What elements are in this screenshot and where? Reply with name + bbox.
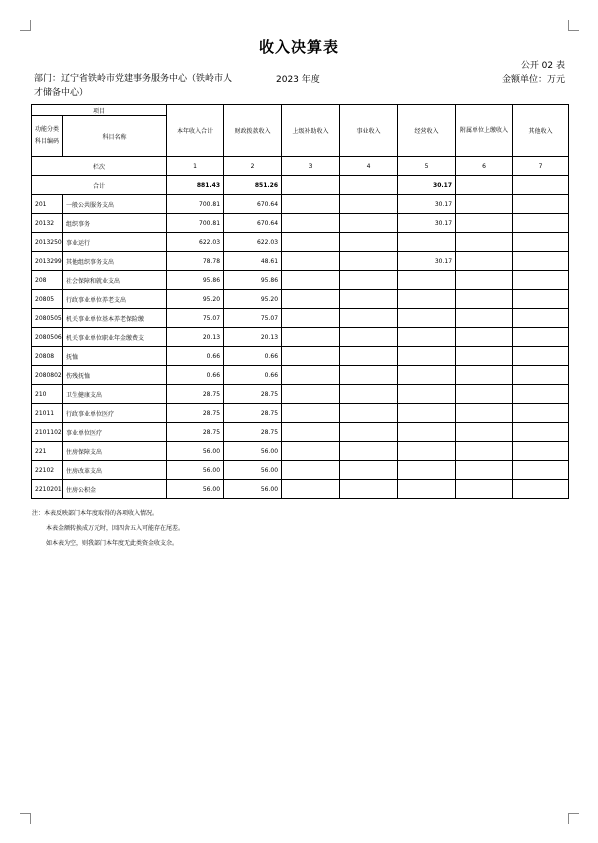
table-row [32, 271, 569, 290]
row-value: 75.07 [167, 309, 224, 328]
row-value [398, 480, 456, 499]
row-code: 20808 [32, 347, 63, 366]
header-col-2: 财政拨款收入 [224, 105, 282, 157]
row-value [282, 404, 340, 423]
row-value [340, 290, 398, 309]
row-value [340, 309, 398, 328]
row-value: 0.66 [224, 366, 282, 385]
row-value [456, 271, 513, 290]
total-value [282, 176, 340, 195]
row-subject-name: 住房改革支出 [63, 461, 167, 480]
row-code: 2013299 [32, 252, 63, 271]
row-value [456, 214, 513, 233]
row-value: 28.75 [167, 385, 224, 404]
row-value [398, 309, 456, 328]
row-value [513, 442, 569, 461]
header-project: 项目 [32, 105, 167, 116]
row-value: 28.75 [224, 423, 282, 442]
row-value [513, 328, 569, 347]
row-subject-name: 住房公积金 [63, 480, 167, 499]
row-value: 30.17 [398, 214, 456, 233]
row-code: 201 [32, 195, 63, 214]
column-number: 6 [456, 157, 513, 176]
row-value [282, 252, 340, 271]
page-title: 收入决算表 [258, 38, 339, 56]
income-table [31, 104, 569, 499]
row-value [340, 385, 398, 404]
column-number: 3 [282, 157, 340, 176]
row-code: 2101102 [32, 423, 63, 442]
row-subject-name: 抚恤 [63, 347, 167, 366]
total-row [32, 176, 569, 195]
row-value: 700.81 [167, 195, 224, 214]
row-value [398, 385, 456, 404]
row-value [398, 233, 456, 252]
table-row [32, 214, 569, 233]
footnote: 本表金额转换成万元时，因四舍五入可能存在尾差。 [46, 525, 185, 532]
table-row [32, 480, 569, 499]
table-row [32, 233, 569, 252]
row-subject-name: 住房保障支出 [63, 442, 167, 461]
row-value [513, 480, 569, 499]
row-value [456, 461, 513, 480]
row-subject-name: 一般公共服务支出 [63, 195, 167, 214]
corner-mark-top-right [568, 20, 579, 31]
row-value [282, 290, 340, 309]
column-number: 1 [167, 157, 224, 176]
row-value: 700.81 [167, 214, 224, 233]
row-value [282, 271, 340, 290]
total-value [340, 176, 398, 195]
row-value [398, 423, 456, 442]
row-value [282, 328, 340, 347]
row-value: 28.75 [167, 404, 224, 423]
total-label: 合计 [32, 176, 167, 195]
row-value: 30.17 [398, 252, 456, 271]
form-number: 公开 02 表 [520, 61, 565, 71]
row-value [513, 271, 569, 290]
table-row [32, 366, 569, 385]
row-code: 2080802 [32, 366, 63, 385]
year-label: 2023 年度 [276, 75, 320, 85]
row-value: 28.75 [167, 423, 224, 442]
row-value [340, 461, 398, 480]
row-value [340, 195, 398, 214]
row-value: 56.00 [224, 461, 282, 480]
row-value [340, 214, 398, 233]
table-row [32, 328, 569, 347]
row-value [513, 366, 569, 385]
row-value: 20.13 [224, 328, 282, 347]
row-value [340, 252, 398, 271]
row-value [513, 347, 569, 366]
row-value: 28.75 [224, 404, 282, 423]
row-value [282, 385, 340, 404]
row-subject-name: 行政事业单位养老支出 [63, 290, 167, 309]
row-value: 56.00 [224, 480, 282, 499]
row-value [340, 233, 398, 252]
row-value [398, 290, 456, 309]
row-value: 28.75 [224, 385, 282, 404]
row-value [456, 347, 513, 366]
header-col-4: 事业收入 [340, 105, 398, 157]
row-value: 0.66 [224, 347, 282, 366]
row-subject-name: 卫生健康支出 [63, 385, 167, 404]
row-code: 2080505 [32, 309, 63, 328]
corner-mark-top-left [20, 20, 31, 31]
total-value: 30.17 [398, 176, 456, 195]
table-row [32, 347, 569, 366]
row-code: 22102 [32, 461, 63, 480]
table-row [32, 309, 569, 328]
row-subject-name: 社会保障和就业支出 [63, 271, 167, 290]
row-value [513, 233, 569, 252]
header-col-7: 其他收入 [513, 105, 569, 157]
table-row [32, 442, 569, 461]
row-value [456, 252, 513, 271]
row-value [398, 366, 456, 385]
row-value [456, 233, 513, 252]
row-value [513, 195, 569, 214]
table-row [32, 461, 569, 480]
column-number-label: 栏次 [32, 157, 167, 176]
row-code: 2013250 [32, 233, 63, 252]
row-value [282, 195, 340, 214]
row-value: 95.86 [167, 271, 224, 290]
row-value [282, 366, 340, 385]
row-value: 56.00 [167, 461, 224, 480]
row-value [282, 347, 340, 366]
row-subject-name: 组织事务 [63, 214, 167, 233]
row-value [340, 480, 398, 499]
total-value: 851.26 [224, 176, 282, 195]
row-value [456, 480, 513, 499]
row-value [513, 461, 569, 480]
row-subject-name: 行政事业单位医疗 [63, 404, 167, 423]
row-subject-name: 机关事业单位基本养老保险缴 [63, 309, 167, 328]
row-value: 56.00 [224, 442, 282, 461]
row-code: 2080506 [32, 328, 63, 347]
header-code: 功能分类科目编码 [32, 116, 63, 157]
row-code: 208 [32, 271, 63, 290]
row-value [398, 271, 456, 290]
total-value [513, 176, 569, 195]
total-value: 881.43 [167, 176, 224, 195]
column-number-row [32, 157, 569, 176]
column-number: 4 [340, 157, 398, 176]
row-value: 0.66 [167, 366, 224, 385]
row-value [456, 309, 513, 328]
row-code: 20805 [32, 290, 63, 309]
row-value [513, 423, 569, 442]
row-value [456, 328, 513, 347]
row-value: 622.03 [167, 233, 224, 252]
header-col-1: 本年收入合计 [167, 105, 224, 157]
row-subject-name: 机关事业单位职业年金缴费支 [63, 328, 167, 347]
table-row [32, 290, 569, 309]
row-code: 21011 [32, 404, 63, 423]
column-number: 2 [224, 157, 282, 176]
footnote: 注：本表反映部门本年度取得的各项收入情况。 [32, 510, 159, 517]
footnote: 如本表为空，则我部门本年度无此类资金收支余。 [46, 540, 179, 547]
row-value: 95.86 [224, 271, 282, 290]
table-row [32, 385, 569, 404]
row-value: 95.20 [224, 290, 282, 309]
row-value [456, 366, 513, 385]
row-value [456, 423, 513, 442]
row-value [513, 290, 569, 309]
total-value [456, 176, 513, 195]
row-value [282, 214, 340, 233]
row-value [282, 309, 340, 328]
row-subject-name: 伤残抚恤 [63, 366, 167, 385]
row-value [340, 442, 398, 461]
row-code: 2210201 [32, 480, 63, 499]
row-value: 48.61 [224, 252, 282, 271]
department-label: 部门：辽宁省铁岭市党建事务服务中心（铁岭市人才储备中心） [34, 74, 233, 98]
header-col-3: 上级补助收入 [282, 105, 340, 157]
row-value [456, 385, 513, 404]
row-value [398, 461, 456, 480]
row-code: 20132 [32, 214, 63, 233]
row-code: 221 [32, 442, 63, 461]
row-value [340, 271, 398, 290]
row-value [282, 480, 340, 499]
table-row [32, 423, 569, 442]
row-value [340, 347, 398, 366]
row-value [282, 233, 340, 252]
row-value [340, 328, 398, 347]
header-col-5: 经营收入 [398, 105, 456, 157]
row-value: 670.64 [224, 214, 282, 233]
row-value: 30.17 [398, 195, 456, 214]
table-row [32, 404, 569, 423]
row-value [456, 442, 513, 461]
row-value [456, 195, 513, 214]
header-name: 科目名称 [63, 116, 167, 157]
row-value [398, 347, 456, 366]
row-value [340, 404, 398, 423]
row-value [513, 404, 569, 423]
corner-mark-bottom-left [20, 813, 31, 824]
row-value [282, 461, 340, 480]
row-value [340, 423, 398, 442]
row-value [456, 290, 513, 309]
row-value [398, 404, 456, 423]
row-value: 20.13 [167, 328, 224, 347]
row-value: 670.64 [224, 195, 282, 214]
column-number: 7 [513, 157, 569, 176]
row-subject-name: 事业单位医疗 [63, 423, 167, 442]
footnotes [32, 506, 184, 551]
unit-label: 金额单位：万元 [501, 75, 565, 85]
row-value [513, 214, 569, 233]
row-value: 78.78 [167, 252, 224, 271]
row-value: 95.20 [167, 290, 224, 309]
row-value: 56.00 [167, 480, 224, 499]
row-subject-name: 事业运行 [63, 233, 167, 252]
header-col-6: 附属单位上缴收入 [456, 105, 513, 157]
row-value [398, 442, 456, 461]
row-value [456, 404, 513, 423]
row-code: 210 [32, 385, 63, 404]
row-value [282, 423, 340, 442]
row-value: 56.00 [167, 442, 224, 461]
row-value: 622.03 [224, 233, 282, 252]
row-value [513, 309, 569, 328]
row-value [513, 385, 569, 404]
row-value [340, 366, 398, 385]
row-value: 0.66 [167, 347, 224, 366]
column-number: 5 [398, 157, 456, 176]
table-row [32, 195, 569, 214]
header-row-project [32, 105, 569, 116]
row-value [513, 252, 569, 271]
row-value [398, 328, 456, 347]
row-value: 75.07 [224, 309, 282, 328]
table-row [32, 252, 569, 271]
row-subject-name: 其他组织事务支出 [63, 252, 167, 271]
row-value [282, 442, 340, 461]
corner-mark-bottom-right [568, 813, 579, 824]
